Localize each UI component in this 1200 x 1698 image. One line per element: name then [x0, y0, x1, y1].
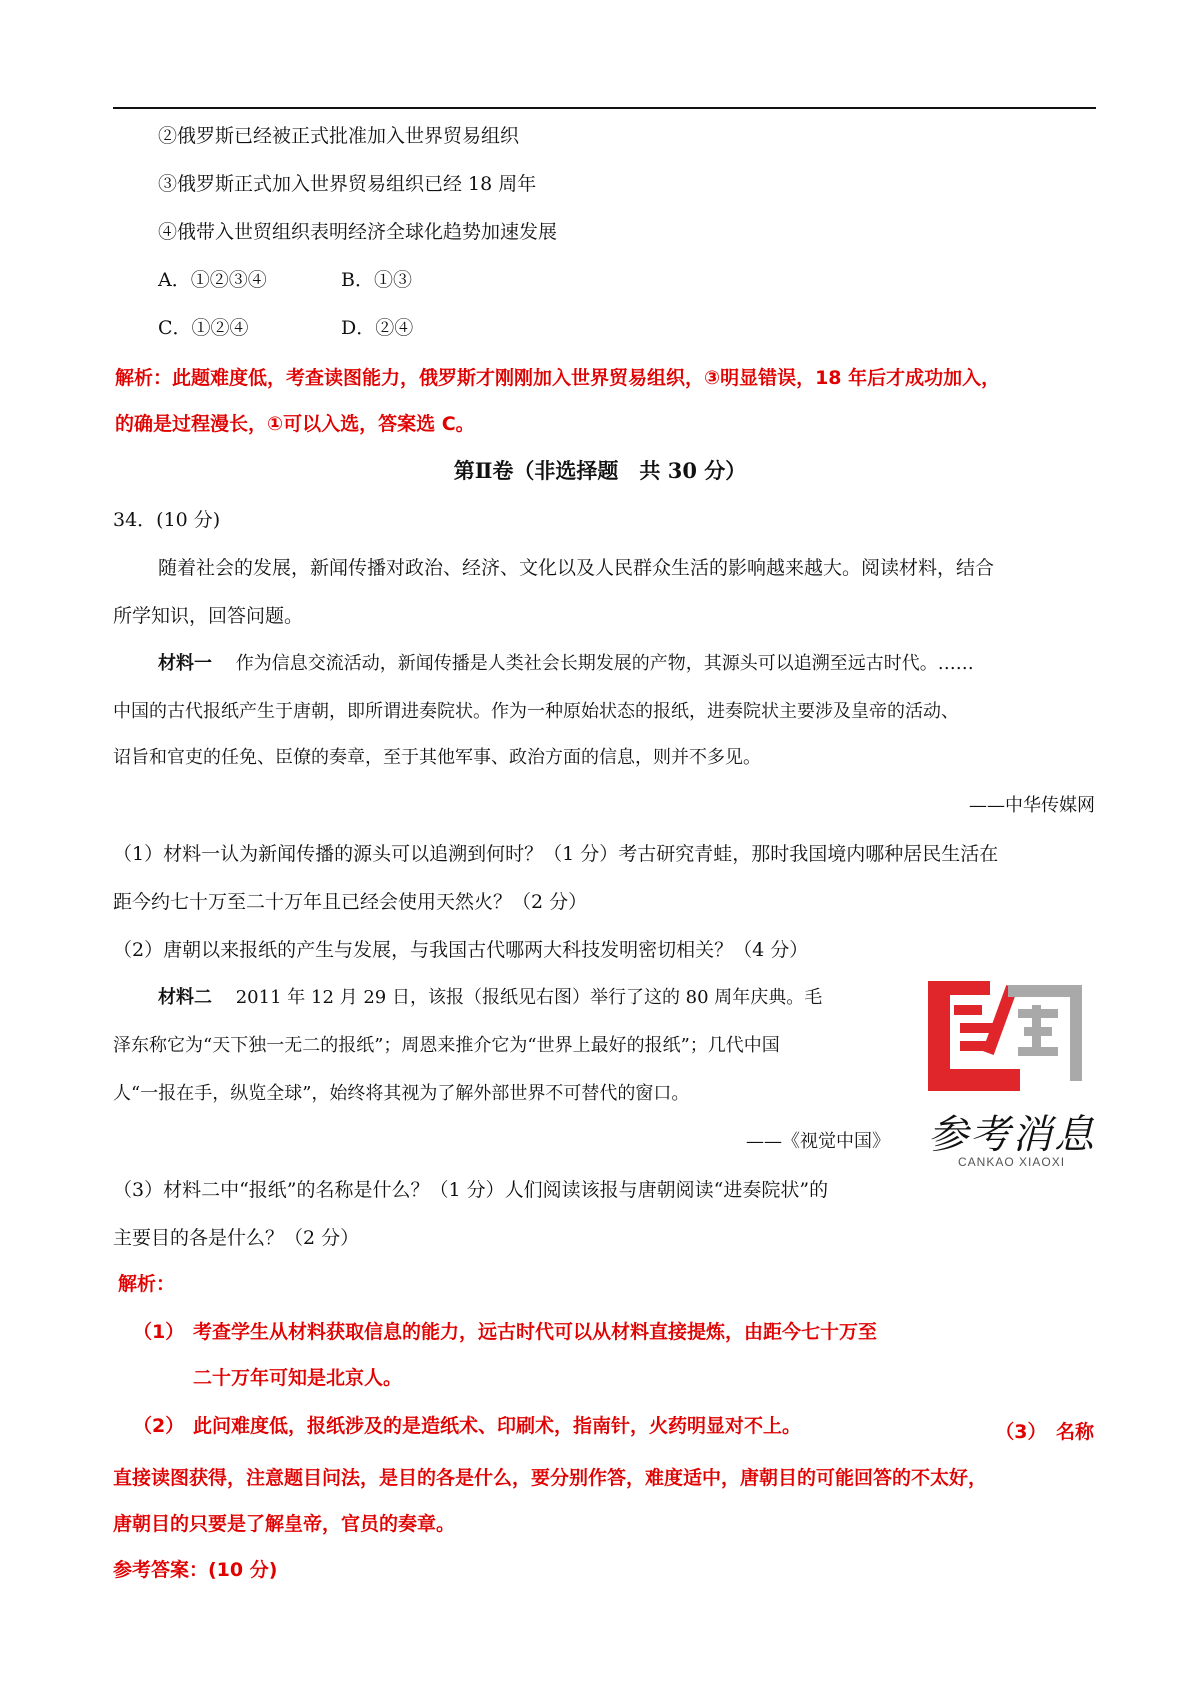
material-1-source: ——中华传媒网 [969, 795, 1095, 816]
subquestion-3-line2: 主要目的各是什么？（2 分） [113, 1227, 360, 1249]
analysis-2-p3-line2: 唐朝目的只要是了解皇帝，官员的奏章。 [113, 1513, 456, 1535]
option-2: ②俄罗斯已经被正式批准加入世界贸易组织 [158, 125, 520, 147]
material-2-source: ——《视觉中国》 [746, 1131, 890, 1152]
subquestion-3-line1: （3）材料二中“报纸”的名称是什么？（1 分）人们阅读该报与唐朝阅读“进奏院状”的 [113, 1179, 829, 1201]
analysis-1-line1: 解析：此题难度低，考查读图能力，俄罗斯才刚刚加入世界贸易组织，③明显错误，18 年后才成功加入， [115, 367, 1001, 389]
analysis-2-label: 解析： [118, 1273, 176, 1295]
subquestion-1-line1: （1）材料一认为新闻传播的源头可以追溯到何时？（1 分）考古研究青蛙，那时我国境内哪种居民生活在 [113, 843, 999, 865]
material-1-label: 材料一 [158, 653, 212, 674]
analysis-2-p1-line2: 二十万年可知是北京人。 [193, 1367, 403, 1389]
logo-calligraphy: 参考消息 [928, 1112, 1096, 1158]
analysis-2-p2-line1: 此问难度低，报纸涉及的是造纸术、印刷术，指南针，火药明显对不上。 [193, 1415, 802, 1437]
material-2-label: 材料二 [158, 987, 212, 1008]
choice-a: A．①②③④ [158, 269, 267, 291]
logo-pinyin: CANKAO XIAOXI [958, 1155, 1066, 1169]
material-2-text1: 2011 年 12 月 29 日，该报（报纸见右图）举行了这的 80 周年庆典。毛 [235, 987, 823, 1008]
analysis-2-p2-number: （2） [133, 1415, 185, 1437]
section-title: 第Ⅱ卷（非选择题 共 30 分） [453, 458, 747, 483]
top-rule [113, 107, 1096, 109]
material-2-line1 [158, 986, 822, 1010]
q34-intro-line1: 随着社会的发展，新闻传播对政治、经济、文化以及人民群众生活的影响越来越大。阅读材料，结合 [158, 557, 995, 579]
subquestion-2: （2）唐朝以来报纸的产生与发展，与我国古代哪两大科技发明密切相关？（4 分） [113, 939, 809, 961]
subquestion-1-line2: 距今约七十万至二十万年且已经会使用天然火？（2 分） [113, 891, 588, 913]
material-1-text1: 作为信息交流活动，新闻传播是人类社会长期发展的产物，其源头可以追溯至远古时代。…… [235, 653, 974, 674]
material-1-line3: 诏旨和官吏的任免、臣僚的奏章，至于其他军事、政治方面的信息，则并不多见。 [113, 747, 761, 768]
answer-label: 参考答案：(10 分) [113, 1559, 278, 1581]
material-2-line2: 泽东称它为“天下独一无二的报纸”；周恩来推介它为“世界上最好的报纸”；几代中国 [113, 1035, 780, 1056]
analysis-2-p1-number: （1） [133, 1321, 185, 1343]
choice-b: B．①③ [341, 269, 412, 291]
q34-intro-line2: 所学知识，回答问题。 [113, 605, 304, 627]
material-1-line1 [158, 652, 974, 676]
analysis-2-p3-line1: 直接读图获得，注意题目问法，是目的各是什么，要分别作答，难度适中，唐朝目的可能回答的不太好， [113, 1467, 988, 1489]
newspaper-logo [920, 975, 1110, 1195]
option-3: ③俄罗斯正式加入世界贸易组织已经 18 周年 [158, 173, 537, 195]
option-4: ④俄带入世贸组织表明经济全球化趋势加速发展 [158, 221, 558, 243]
choice-c: C．①②④ [158, 317, 249, 339]
question-number: 34．(10 分) [113, 509, 221, 531]
analysis-1-line2: 的确是过程漫长，①可以入选，答案选 C。 [115, 413, 475, 435]
choice-d: D．②④ [341, 317, 414, 339]
analysis-2-p1-line1: 考查学生从材料获取信息的能力，远古时代可以从材料直接提炼，由距今七十万至 [193, 1321, 878, 1343]
material-2-line3: 人“一报在手，纵览全球”，始终将其视为了解外部世界不可替代的窗口。 [113, 1083, 690, 1104]
material-1-line2: 中国的古代报纸产生于唐朝，即所谓进奏院状。作为一种原始状态的报纸，进奏院状主要涉及皇帝的活动、 [113, 701, 959, 722]
analysis-2-p3-head: （3） 名称 [995, 1421, 1094, 1443]
